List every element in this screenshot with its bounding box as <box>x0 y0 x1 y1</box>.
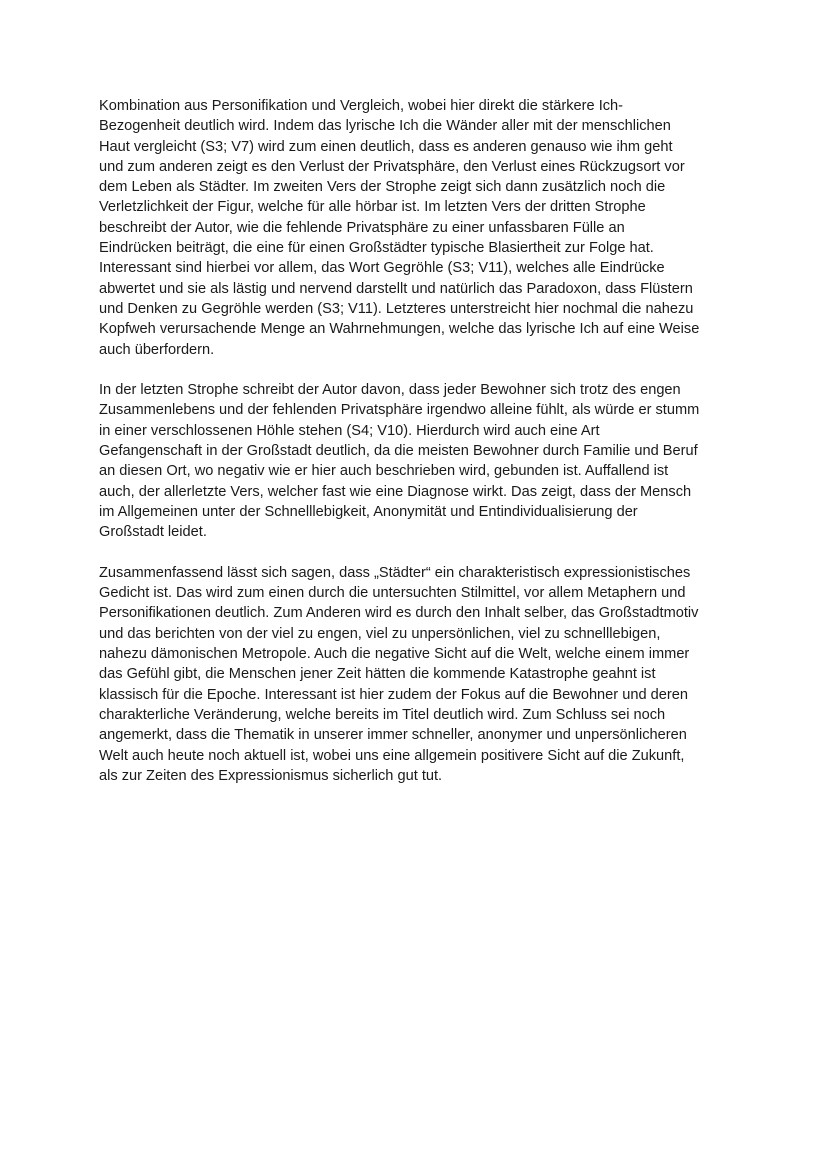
text-line: nahezu dämonischen Metropole. Auch die negative Sicht auf die Welt, welche einem immer <box>99 646 690 663</box>
text-line: abwertet und sie als lästig und nervend darstellt und natürlich das Paradoxon, dass Flüstern <box>99 280 693 297</box>
text-line: angemerkt, dass die Thematik in unserer immer schneller, anonymer und unpersönlicheren <box>99 727 687 744</box>
text-line: und das berichten von der viel zu engen, viel zu unpersönlichen, viel zu schnelllebigen, <box>99 625 661 642</box>
text-line: charakterliche Veränderung, welche bereits im Titel deutlich wird. Zum Schluss sei noch <box>99 706 666 723</box>
text-line: Kombination aus Personifikation und Vergleich, wobei hier direkt die stärkere Ich- <box>99 98 624 114</box>
text-line: auch überfordern. <box>99 341 215 358</box>
text-line: Zusammenfassend lässt sich sagen, dass „Städter“ ein charakteristisch expressionistisches <box>99 564 691 581</box>
text-line: und Denken zu Gegröhle werden (S3; V11). Letzteres unterstreicht hier nochmal die nahezu <box>99 300 694 317</box>
text-line: als zur Zeiten des Expressionismus sicherlich gut tut. <box>99 767 443 784</box>
text-line: klassisch für die Epoche. Interessant ist hier zudem der Fokus auf die Bewohner und deren <box>99 686 688 703</box>
text-line: In der letzten Strophe schreibt der Autor davon, dass jeder Bewohner sich trotz des engen <box>99 382 681 399</box>
text-line: im Allgemeinen unter der Schnelllebigkeit, Anonymität und Entindividualisierung der <box>99 503 638 520</box>
text-line: Gedicht ist. Das wird zum einen durch die untersuchten Stilmittel, vor allem Metaphern und <box>99 585 686 602</box>
text-line: Eindrücken beiträgt, die eine für einen Großstädter typische Blasiertheit zur Folge hat. <box>99 240 654 257</box>
text-line: Verletzlichkeit der Figur, welche für alle hörbar ist. Im letzten Vers der dritten Strophe <box>99 199 646 216</box>
text-line: auch, der allerletzte Vers, welcher fast wie eine Diagnose wirkt. Das zeigt, dass der Mensch <box>99 483 692 500</box>
text-line: in einer verschlossenen Höhle stehen (S4; V10). Hierdurch wird auch eine Art <box>99 422 600 439</box>
paragraph-last-stanza <box>99 380 739 542</box>
document-body <box>99 96 739 806</box>
text-line: dem Leben als Städter. Im zweiten Vers der Strophe zeigt sich dann zusätzlich noch die <box>99 179 666 196</box>
text-line: das Gefühl gibt, die Menschen jener Zeit hätten die kommende Katastrophe geahnt ist <box>99 666 656 683</box>
paragraph-stylistic-analysis <box>99 96 739 360</box>
text-line: Welt auch heute noch aktuell ist, wobei uns eine allgemein positivere Sicht auf die Zukunft, <box>99 747 685 764</box>
text-line: Interessant sind hierbei vor allem, das Wort Gegröhle (S3; V11), welches alle Eindrücke <box>99 260 665 277</box>
text-line: Personifikationen deutlich. Zum Anderen wird es durch den Inhalt selber, das Großstadtmotiv <box>99 605 699 622</box>
text-line: Kopfweh verursachende Menge an Wahrnehmungen, welche das lyrische Ich auf eine Weise <box>99 321 700 338</box>
paragraph-conclusion <box>99 563 739 786</box>
text-line: Großstadt leidet. <box>99 524 207 541</box>
text-line: Gefangenschaft in der Großstadt deutlich, da die meisten Bewohner durch Familie und Beruf <box>99 443 698 460</box>
text-line: beschreibt der Autor, wie die fehlende Privatsphäre zu einer unfassbaren Fülle an <box>99 219 625 236</box>
text-line: an diesen Ort, wo negativ wie er hier auch beschrieben wird, gebunden ist. Auffallend ist <box>99 463 669 480</box>
text-line: Haut vergleicht (S3; V7) wird zum einen deutlich, dass es anderen genauso wie ihm geht <box>99 138 673 155</box>
text-line: Zusammenlebens und der fehlenden Privatsphäre irgendwo alleine fühlt, als würde er stumm <box>99 402 700 419</box>
text-line: Bezogenheit deutlich wird. Indem das lyrische Ich die Wänder aller mit der menschlichen <box>99 118 671 135</box>
text-line: und zum anderen zeigt es den Verlust der Privatsphäre, den Verlust eines Rückzugsort vor <box>99 158 685 175</box>
